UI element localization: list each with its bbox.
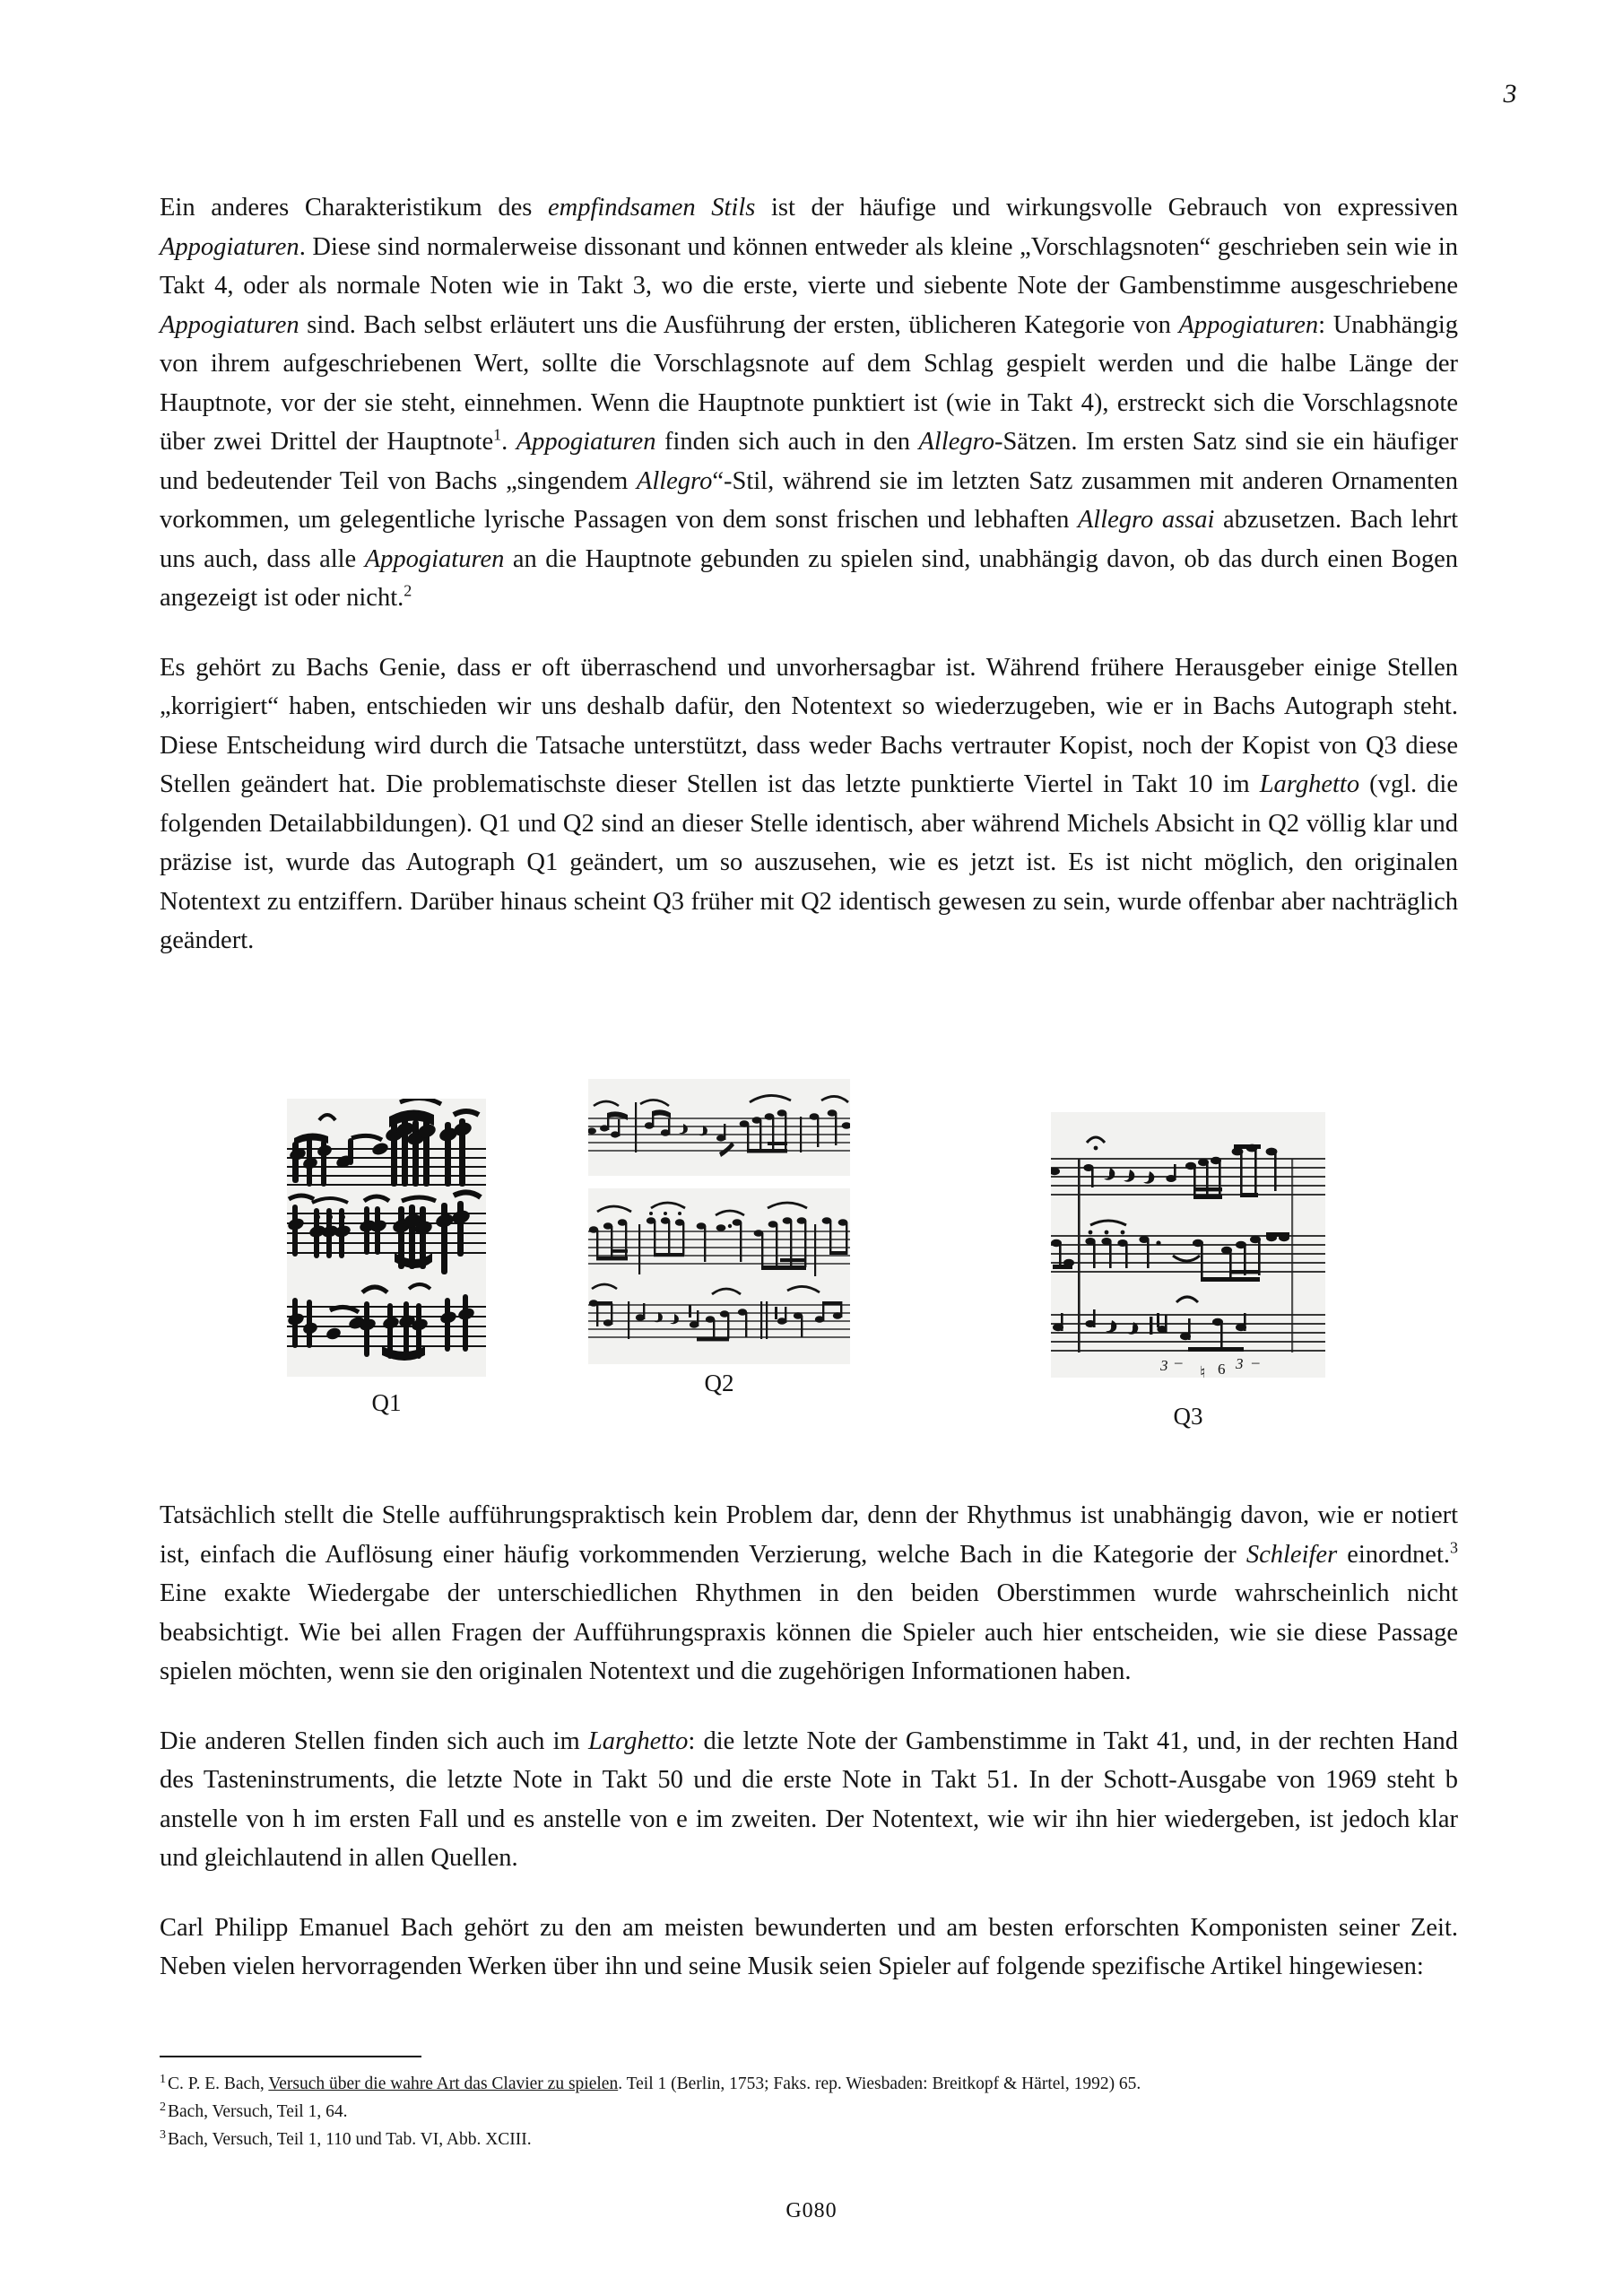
footnote-marker: 2	[160, 2100, 166, 2114]
paragraph-appoggiaturen: Ein anderes Charakteristikum des empfindsamen Stils ist der häufige und wirkungsvolle Gebrauch von expressiven Appogiaturen. Diese sind normalerweise dissonant und können entweder als kleine „Vorschlagsnoten“ geschrieben sein wie in Takt 4, oder als normale Noten wie in Takt 3, wo die erste, vierte und siebente Note der Gambenstimme ausgeschriebene Appogiaturen sind. Bach selbst erläutert uns die Ausführung der ersten, üblicheren Kategorie von Appogiaturen: Unabhängig von ihrem aufgeschriebenen Wert, sollte die Vorschlagsnote auf dem Schlag gespielt werden und die halbe Länge der Hauptnote, vor der sie steht, einnehmen. Wenn die Hauptnote punktiert ist (wie in Takt 4), erstreckt sich die Vorschlagsnote über zwei Drittel der Hauptnote$^1$. Appogiaturen finden sich auch in den Allegro-Sätzen. Im ersten Satz sind sie ein häufiger und bedeutender Teil von Bachs „singendem Allegro“-Stil, während sie im letzten Satz zusammen mit anderen Ornamenten vorkommen, um gelegentliche lyrische Passagen von dem sonst frischen und lebhaften Allegro assai abzusetzen. Bach lehrt uns auch, dass alle Appogiaturen an die Hauptnote gebunden zu spielen sind, unabhängig davon, ob das durch einen Bogen angezeigt ist oder nicht.$^2$	[160, 194, 1459, 612]
cited-title: Versuch über die wahre Art das Clavier zu spielen	[268, 2074, 619, 2093]
footnote-3: $^3$ Bach, Versuch, Teil 1, 110 und Tab. VI, Abb. XCIII.	[160, 2127, 532, 2149]
figure-caption-q3: Q3	[1173, 1403, 1203, 1430]
footnote-2: $^2$ Bach, Versuch, Teil 1, 64.	[160, 2100, 348, 2121]
footnote-reference: 2	[404, 581, 412, 600]
body-text-column-lower	[160, 1496, 1458, 1987]
emphasis-term: Appogiaturen	[364, 544, 505, 573]
svg-text:–: –	[1175, 1353, 1183, 1370]
paragraph-andere-stellen: Die anderen Stellen finden sich auch im Larghetto: die letzte Note der Gambenstimme in Takt 41, und, in der rechten Hand des Tasteninstruments, die letzte Note in Takt 50 und die erste Note in Takt 51. In der Schott-Ausgabe von 1969 steht b anstelle von h im ersten Fall und es anstelle von e im zweiten. Der Notentext, wie wir ihn hier wiedergeben, ist jedoch klar und gleichlautend in allen Quellen.	[160, 1726, 1458, 1872]
svg-text:3: 3	[1236, 1355, 1244, 1372]
figure-q3	[1051, 1112, 1329, 1430]
facsimile-image-q1	[287, 1099, 486, 1377]
footnote-1: $^1$ C. P. E. Bach, Versuch über die wahre Art das Clavier zu spielen. Teil 1 (Berlin, 1753; Faks. rep. Wiesbaden: Breitkopf & Härtel, 1992) 65.	[160, 2072, 1141, 2093]
footnote-reference: 3	[1450, 1538, 1458, 1556]
emphasis-term: Appogiaturen	[516, 428, 656, 456]
footnote-marker: 3	[160, 2127, 166, 2142]
emphasis-term: Allegro	[636, 466, 713, 495]
paragraph-cpe-bach: Carl Philipp Emanuel Bach gehört zu den am meisten bewunderten und am besten erforschten Komponisten seiner Zeit. Neben vielen hervorragenden Werken über ihn und seine Musik seien Spieler auf folgende spezifische Artikel hingewiesen:	[160, 1913, 1458, 1980]
svg-text:3: 3	[1160, 1357, 1168, 1374]
emphasis-term: Appogiaturen	[160, 310, 299, 339]
svg-text:6: 6	[1218, 1361, 1226, 1378]
body-text-column	[160, 188, 1458, 961]
svg-text:♮: ♮	[1200, 1363, 1206, 1378]
footnote-reference: 1	[493, 425, 502, 444]
emphasis-term: Larghetto	[1259, 770, 1360, 798]
emphasis-term: Larghetto	[587, 1726, 689, 1755]
facsimile-image-q2-top	[588, 1079, 850, 1176]
facsimile-image-q2-bottom	[588, 1188, 850, 1364]
footnote-separator-rule	[160, 2056, 421, 2057]
svg-text:–: –	[1252, 1353, 1260, 1370]
facsimile-image-q3	[1051, 1112, 1325, 1378]
emphasis-term: Appogiaturen	[1178, 310, 1319, 339]
figure-caption-q2: Q2	[704, 1370, 734, 1396]
footnote-marker: 1	[160, 2072, 166, 2086]
page-footer-code: G080	[785, 2199, 838, 2222]
emphasis-term: Appogiaturen	[160, 232, 299, 261]
paragraph-genie: Es gehört zu Bachs Genie, dass er oft überraschend und unvorhersagbar ist. Während frühere Herausgeber einige Stellen „korrigiert“ haben, entschieden wir uns deshalb dafür, den Notentext so wiederzugeben, wie er in Bachs Autograph steht. Diese Entscheidung wird durch die Tatsache unterstützt, dass weder Bachs vertrauter Kopist, noch der Kopist von Q3 diese Stellen geändert hat. Die problematischste dieser Stellen ist das letzte punktierte Viertel in Takt 10 im Larghetto (vgl. die folgenden Detailabbildungen). Q1 und Q2 sind an dieser Stelle identisch, aber während Michels Absicht in Q2 völlig klar und präzise ist, wurde das Autograph Q1 geändert, um so auszusehen, wie es jetzt ist. Es ist nicht möglich, den originalen Notentext zu entziffern. Darüber hinaus scheint Q3 früher mit Q2 identisch gewesen zu sein, wurde offenbar aber nachträglich geändert.	[160, 653, 1458, 954]
emphasis-term: empfindsamen Stils	[547, 194, 756, 222]
figure-q2	[588, 1063, 857, 1396]
figure-q1	[287, 1099, 486, 1416]
footnote-list	[160, 2070, 1458, 2153]
emphasis-term: Allegro assai	[1077, 506, 1215, 534]
facsimile-figure-group	[160, 1063, 1458, 1439]
page-number: 3	[1503, 79, 1517, 109]
emphasis-term: Allegro	[918, 428, 994, 456]
figure-caption-q1: Q1	[371, 1389, 402, 1416]
paragraph-rhythmus: Tatsächlich stellt die Stelle aufführungspraktisch kein Problem dar, denn der Rhythmus ist unabhängig davon, wie er notiert ist, einfach die Auflösung einer häufig vorkommenden Verzierung, welche Bach in die Kategorie der Schleifer einordnet.$^3$ Eine exakte Wiedergabe der unterschiedlichen Rhythmen in den beiden Oberstimmen wurde wahrscheinlich nicht beabsichtigt. Wie bei allen Fragen der Aufführungspraxis können die Spieler auch hier entscheiden, wie sie diese Passage spielen möchten, wenn sie den originalen Notentext und die zugehörigen Informationen haben.	[160, 1501, 1458, 1685]
emphasis-term: Schleifer	[1245, 1540, 1338, 1569]
